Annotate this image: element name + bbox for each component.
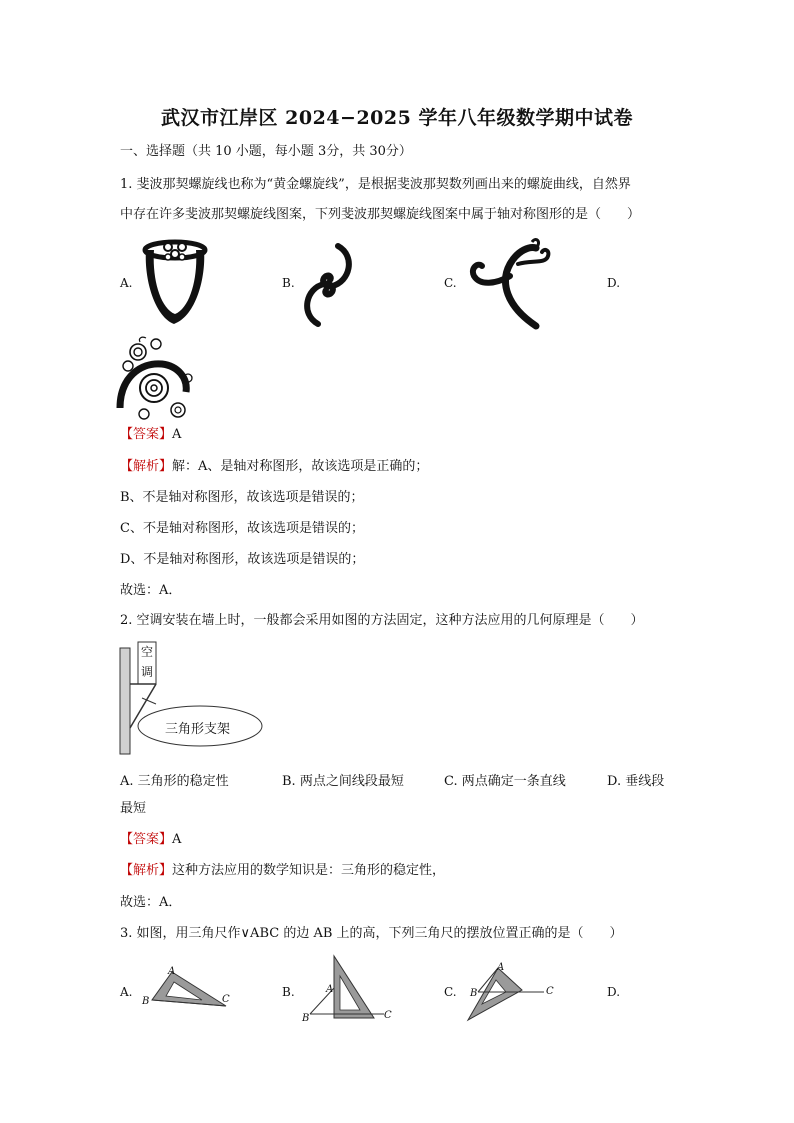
q1-text-line2: 中存在许多斐波那契螺旋线图案，下列斐波那契螺旋线图案中属于轴对称图形的是（ ） [120, 207, 641, 222]
q2-analysis: 【解析】这种方法应用的数学知识是：三角形的稳定性， [120, 863, 446, 878]
q2-option-c: C. 两点确定一条直线 [444, 774, 566, 789]
q1-option-a-label: A. [120, 276, 133, 290]
q2-option-a: A. 三角形的稳定性 [120, 774, 229, 789]
q3-b-vertex-a: A [326, 984, 334, 995]
q3-b-vertex-b: B [302, 1013, 310, 1024]
q3-b-vertex-c: C [384, 1010, 392, 1021]
q3-figure-a [140, 966, 240, 1016]
q3-a-vertex-c: C [222, 994, 230, 1005]
q3-option-d-label: D. [607, 985, 621, 999]
q1-analysis: 【解析】解：A、是轴对称图形，故该选项是正确的； [120, 459, 429, 474]
section-heading: 一、选择题（共 10 小题，每小题 3分，共 30分） [120, 144, 412, 159]
q2-option-d-cont: 最短 [120, 801, 147, 816]
q3-a-vertex-a: A [168, 966, 176, 977]
q3-c-vertex-c: C [546, 986, 554, 997]
q1-answer: 【答案】A [120, 427, 182, 442]
q1-option-d-label: D. [607, 276, 621, 290]
q3-option-b-label: B. [282, 985, 295, 999]
q2-figure-wall-ac [116, 640, 266, 758]
q1-figure-b [298, 242, 358, 328]
q2-answer: 【答案】A [120, 832, 182, 847]
q2-ac-label-1: 空 [141, 645, 154, 659]
page-title: 武汉市江岸区 2024−2025 学年八年级数学期中试卷 [161, 107, 633, 129]
q3-c-vertex-a: A [497, 962, 505, 973]
q1-option-c-label: C. [444, 276, 457, 290]
q2-ac-label-2: 调 [141, 665, 154, 679]
q2-option-b: B. 两点之间线段最短 [282, 774, 404, 789]
q1-analysis-b: B、不是轴对称图形，故该选项是错误的； [120, 490, 364, 505]
q1-analysis-c: C、不是轴对称图形，故该选项是错误的； [120, 521, 364, 536]
q1-analysis-d: D、不是轴对称图形，故该选项是错误的； [120, 552, 365, 567]
q3-c-vertex-b: B [470, 988, 478, 999]
q1-figure-a [140, 238, 210, 330]
q3-text: 3. 如图，用三角尺作∨ABC 的边 AB 上的高，下列三角尺的摆放位置正确的是（ ） [120, 926, 623, 941]
q2-text: 2. 空调安装在墙上时，一般都会采用如图的方法固定，这种方法应用的几何原理是（ ） [120, 613, 644, 628]
q1-text-line1: 1. 斐波那契螺旋线也称为“黄金螺旋线”，是根据斐波那契数列画出来的螺旋曲线，自然界 [120, 177, 631, 192]
q3-option-a-label: A. [120, 985, 133, 999]
q3-a-vertex-b: B [142, 996, 150, 1007]
q2-conclusion: 故选：A． [120, 895, 182, 910]
q2-bracket-label: 三角形支架 [165, 722, 231, 737]
q1-figure-c [466, 236, 556, 330]
q1-conclusion: 故选：A． [120, 583, 182, 598]
q1-figure-d [116, 334, 196, 422]
q2-option-d: D. 垂线段 [607, 774, 665, 789]
q3-option-c-label: C. [444, 985, 457, 999]
q1-option-b-label: B. [282, 276, 295, 290]
